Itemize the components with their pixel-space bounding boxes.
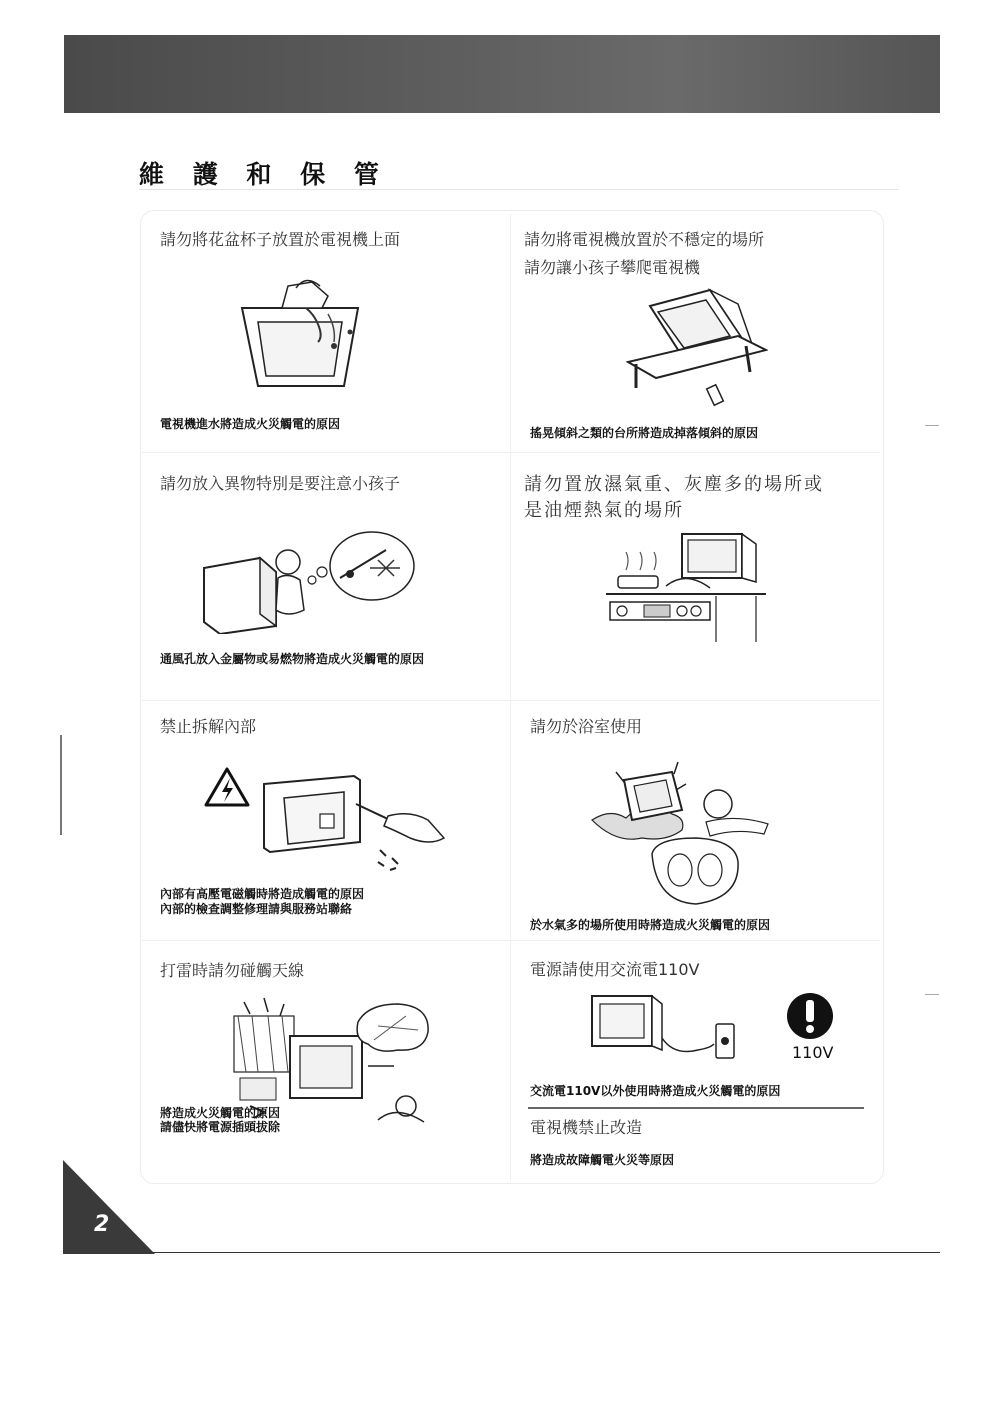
row-divider xyxy=(142,940,880,941)
unstable-note: 搖晃傾斜之類的台所將造成掉落傾斜的原因 xyxy=(530,426,759,440)
flowerpot-heading: 請勿將花盆杯子放置於電視機上面 xyxy=(160,230,401,249)
bathroom-heading: 請勿於浴室使用 xyxy=(530,717,643,736)
page-title: 維 護 和 保 管 xyxy=(139,160,389,189)
bathroom-note: 於水氣多的場所使用時將造成火災觸電的原因 xyxy=(530,918,771,932)
lightning-note-line-1: 將造成火災觸電的原因 xyxy=(160,1106,281,1120)
high-voltage-triangle-icon xyxy=(204,766,250,808)
page-corner-tab xyxy=(63,1160,155,1254)
tv-in-kitchen-illustration xyxy=(606,530,766,642)
power-section-rule xyxy=(528,1107,864,1109)
modify-note: 將造成故障觸電火災等原因 xyxy=(530,1153,675,1167)
margin-mark xyxy=(60,735,62,835)
foreign-objects-heading: 請勿放入異物特別是要注意小孩子 xyxy=(160,474,401,493)
humidity-heading-line-2: 是油煙熱氣的場所 xyxy=(524,500,684,521)
power-heading: 電源請使用交流電110V xyxy=(530,960,700,979)
disassembly-note-line-1: 內部有高壓電磁觸時將造成觸電的原因 xyxy=(160,887,365,901)
lightning-note-line-2: 請儘快將電源插頭拔除 xyxy=(160,1120,281,1134)
foreign-objects-note: 通風孔放入金屬物或易燃物將造成火災觸電的原因 xyxy=(160,652,425,666)
humidity-heading-line-1: 請勿置放濕氣重、灰塵多的場所或 xyxy=(524,474,824,495)
tv-with-flowerpot-illustration xyxy=(236,278,366,393)
exclamation-circle-icon xyxy=(786,992,834,1040)
unstable-heading-line-2: 請勿讓小孩子攀爬電視機 xyxy=(524,258,701,277)
row-divider xyxy=(142,700,880,701)
power-note: 交流電110V以外使用時將造成火災觸電的原因 xyxy=(530,1084,781,1098)
modify-heading: 電視機禁止改造 xyxy=(530,1118,643,1137)
disassembly-heading: 禁止拆解內部 xyxy=(160,717,257,736)
warning-voltage-label: 110V xyxy=(792,1043,834,1062)
header-band xyxy=(64,35,940,113)
page-number: 2 xyxy=(94,1212,110,1237)
tv-power-plug-illustration xyxy=(588,992,744,1062)
disassembly-note-line-2: 內部的檢查調整修理請與服務站聯絡 xyxy=(160,902,353,916)
child-inserting-object-illustration xyxy=(200,528,418,634)
margin-mark xyxy=(925,994,939,995)
tv-disassembly-illustration xyxy=(260,768,448,876)
lightning-heading: 打雷時請勿碰觸天線 xyxy=(160,961,305,980)
unstable-heading-line-1: 請勿將電視機放置於不穩定的場所 xyxy=(524,230,765,249)
title-rule xyxy=(139,189,899,190)
footer-rule xyxy=(150,1252,940,1253)
tv-in-bathroom-illustration xyxy=(586,758,772,908)
tv-on-unstable-table-illustration xyxy=(626,284,768,414)
margin-mark xyxy=(925,425,939,426)
row-divider xyxy=(142,452,880,453)
column-divider xyxy=(510,214,511,1180)
flowerpot-note: 電視機進水將造成火災觸電的原因 xyxy=(160,417,341,431)
